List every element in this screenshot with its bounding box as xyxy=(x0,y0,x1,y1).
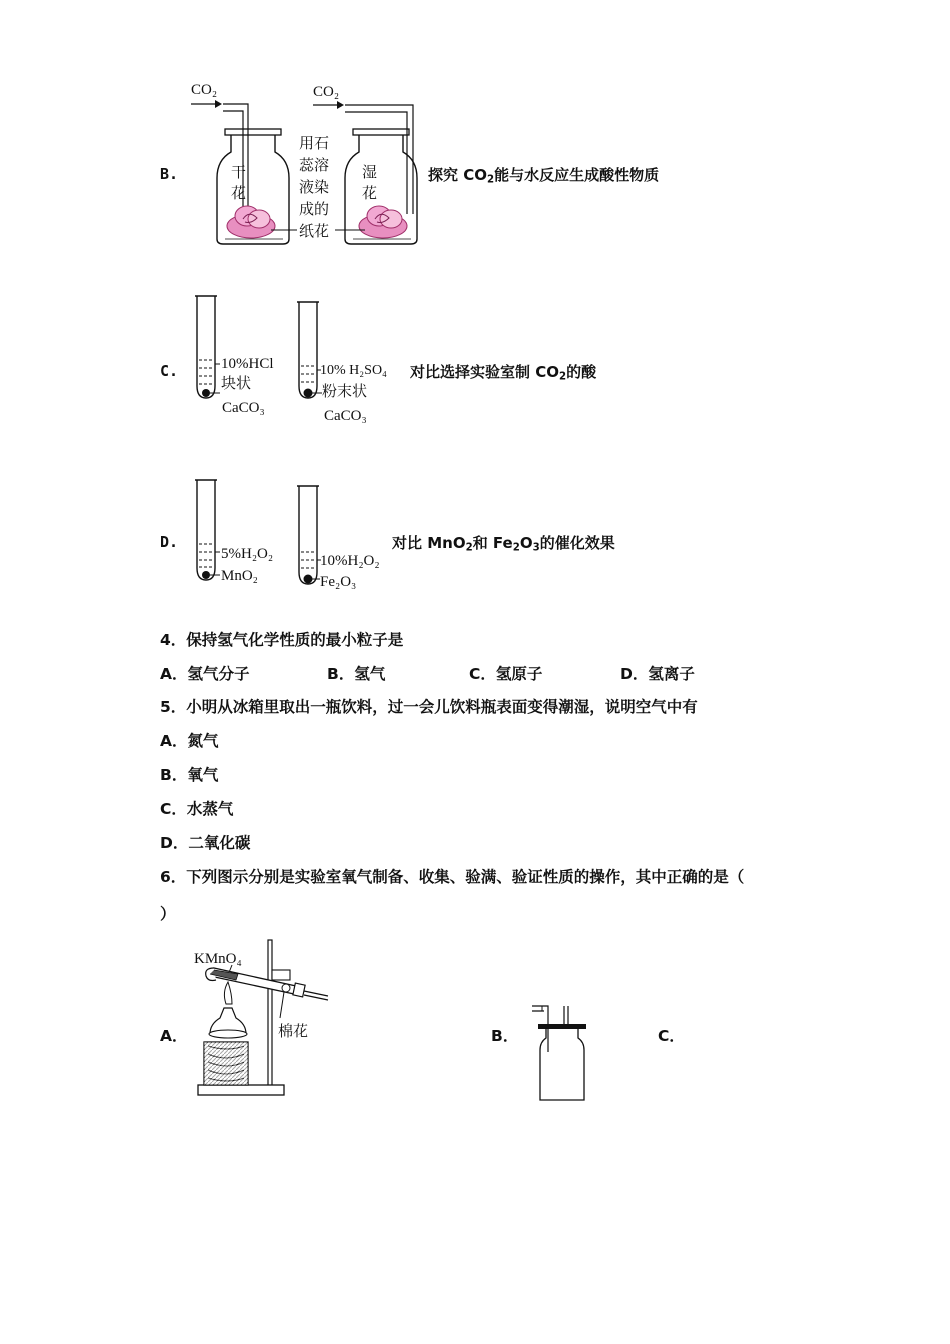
q4-option-b[interactable]: B．氢气 xyxy=(327,665,386,683)
tube-fe2o3 xyxy=(297,486,321,584)
co2-flower-bottles-figure xyxy=(185,74,425,250)
q4-stem: 4．保持氢气化学性质的最小粒子是 xyxy=(160,631,404,649)
tube-hcl xyxy=(195,296,220,398)
svg-text:10% H₂SO₄: 10% H₂SO₄ xyxy=(320,363,387,378)
svg-text:棉花: 棉花 xyxy=(278,1022,309,1040)
q5-option-d[interactable]: D．二氧化碳 xyxy=(160,834,251,852)
svg-text:湿: 湿 xyxy=(362,163,378,181)
svg-text:蕊溶: 蕊溶 xyxy=(299,156,330,174)
q5-option-a[interactable]: A．氮气 xyxy=(160,732,219,750)
svg-text:块状: 块状 xyxy=(221,374,252,392)
co2-label-left: CO₂ xyxy=(191,82,218,98)
q5-option-c[interactable]: C．水蒸气 xyxy=(160,800,234,818)
svg-text:用石: 用石 xyxy=(299,134,330,152)
q5-stem: 5．小明从冰箱里取出一瓶饮料，过一会儿饮料瓶表面变得潮湿，说明空气中有 xyxy=(160,698,698,716)
left-bottle xyxy=(217,104,289,244)
svg-text:粉末状: 粉末状 xyxy=(322,382,368,400)
option-c-description: 对比选择实验室制 $CO_2$的酸 xyxy=(410,363,597,383)
right-bottle xyxy=(345,105,417,244)
svg-text:10%HCl: 10%HCl xyxy=(221,356,274,372)
q6-option-a-letter[interactable]: A． xyxy=(160,1027,188,1045)
svg-text:CaCO₃: CaCO₃ xyxy=(222,400,265,416)
tube-mno2 xyxy=(195,480,220,580)
svg-text:液染: 液染 xyxy=(299,178,330,196)
q4-option-c[interactable]: C．氢原子 xyxy=(469,665,543,683)
svg-text:5%H₂O₂: 5%H₂O₂ xyxy=(221,546,274,562)
q4-option-d[interactable]: D．氢离子 xyxy=(620,665,695,683)
svg-text:纸花: 纸花 xyxy=(299,222,330,240)
svg-text:Fe₂O₃: Fe₂O₃ xyxy=(320,574,357,590)
svg-text:成的: 成的 xyxy=(299,200,330,218)
collection-bottle-figure xyxy=(528,1000,590,1106)
option-b-description: 探究 $CO_2$能与水反应生成酸性物质 xyxy=(428,166,660,186)
q6-stem-end: ） xyxy=(160,905,176,923)
q6-stem: 6．下列图示分别是实验室氧气制备、收集、验满、验证性质的操作，其中正确的是（ xyxy=(160,868,745,886)
option-b-letter: B. xyxy=(160,165,179,183)
svg-text:10%H₂O₂: 10%H₂O₂ xyxy=(320,553,380,569)
q6-option-c-letter[interactable]: C． xyxy=(658,1027,685,1045)
option-c-letter: C. xyxy=(160,362,179,380)
q6-option-b-letter[interactable]: B． xyxy=(491,1027,519,1045)
svg-text:干: 干 xyxy=(231,163,247,181)
svg-text:KMnO₄: KMnO₄ xyxy=(194,951,242,967)
option-d-description: 对比 MnO$_2$和 $Fe_2O_3$的催化效果 xyxy=(392,534,615,554)
co2-label-right: CO₂ xyxy=(313,84,340,100)
svg-text:花: 花 xyxy=(362,184,378,202)
tube-h2so4 xyxy=(297,302,322,398)
kmno4-heating-apparatus-figure xyxy=(188,938,340,1100)
option-d-letter: D. xyxy=(160,533,179,551)
q4-option-a[interactable]: A．氢气分子 xyxy=(160,665,250,683)
acid-test-tubes-figure xyxy=(192,294,407,426)
svg-text:MnO₂: MnO₂ xyxy=(221,568,258,584)
catalyst-test-tubes-figure xyxy=(192,478,392,594)
q5-option-b[interactable]: B．氧气 xyxy=(160,766,219,784)
svg-text:花: 花 xyxy=(231,184,247,202)
svg-text:CaCO₃: CaCO₃ xyxy=(324,408,367,424)
